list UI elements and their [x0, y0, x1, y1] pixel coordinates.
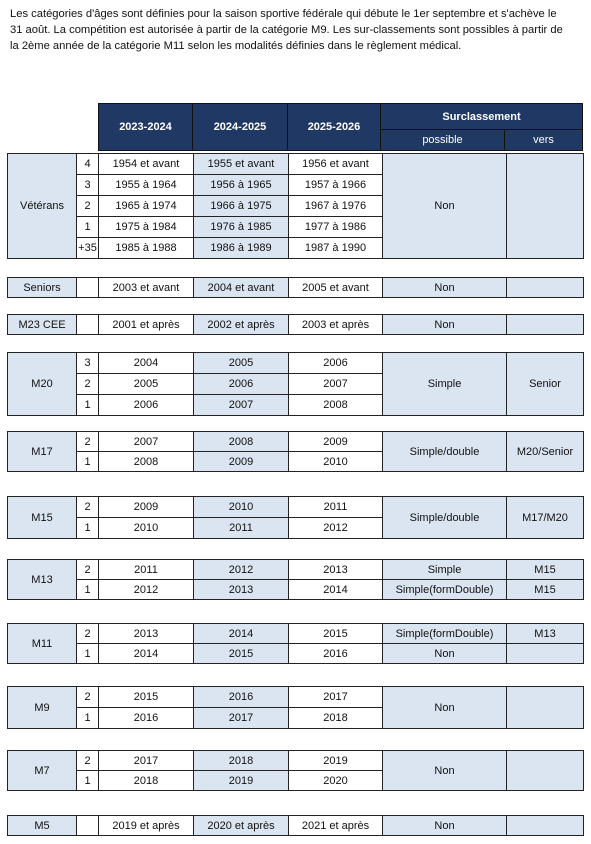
header-season-2: 2024-2025	[192, 103, 288, 151]
category-name: M20	[8, 353, 77, 416]
sub-level: 1	[77, 644, 99, 664]
birth-years-season-3: 2008	[289, 395, 383, 416]
category-name: M23 CEE	[8, 315, 77, 335]
surclassement-vers: M20/Senior	[507, 432, 584, 472]
surclassement-possible: Non	[383, 687, 507, 729]
table-row	[8, 816, 584, 836]
header-possible: possible	[380, 129, 505, 151]
sub-level: 2	[77, 497, 99, 518]
group-1	[7, 277, 583, 298]
category-name: M5	[8, 816, 77, 836]
surclassement-vers	[507, 315, 584, 335]
surclassement-vers	[507, 687, 584, 729]
table-row	[8, 580, 584, 600]
birth-years-season-3: 2011	[289, 497, 383, 518]
birth-years-season-2: 2013	[194, 580, 289, 600]
birth-years-season-3: 2010	[289, 452, 383, 472]
category-group-table	[7, 277, 584, 298]
sub-level: 2	[77, 751, 99, 771]
category-name: Seniors	[8, 278, 77, 298]
category-name: M17	[8, 432, 77, 472]
category-group-table	[7, 431, 584, 472]
birth-years-season-2: 2014	[194, 624, 289, 644]
sub-level: 1	[77, 771, 99, 791]
table-row	[8, 560, 584, 580]
birth-years-season-1: 2007	[99, 432, 194, 452]
category-name: Vétérans	[8, 154, 77, 259]
surclassement-possible: Simple/double	[383, 432, 507, 472]
birth-years-season-1: 2005	[99, 374, 194, 395]
category-name: M15	[8, 497, 77, 539]
sub-level: 2	[77, 624, 99, 644]
surclassement-possible: Non	[383, 644, 507, 664]
sub-level	[77, 315, 99, 335]
surclassement-vers: M15	[507, 560, 584, 580]
group-9	[7, 750, 583, 791]
birth-years-season-1: 1955 à 1964	[99, 175, 194, 196]
birth-years-season-1: 2013	[99, 624, 194, 644]
birth-years-season-1: 2011	[99, 560, 194, 580]
category-group-table	[7, 314, 584, 335]
surclassement-possible: Simple	[383, 560, 507, 580]
birth-years-season-1: 2010	[99, 518, 194, 539]
birth-years-season-3: 2016	[289, 644, 383, 664]
birth-years-season-3: 1967 à 1976	[289, 196, 383, 217]
sub-level: 2	[77, 196, 99, 217]
sub-level: 2	[77, 432, 99, 452]
birth-years-season-2: 2020 et après	[194, 816, 289, 836]
sub-level: 1	[77, 395, 99, 416]
category-group-table	[7, 623, 584, 664]
birth-years-season-2: 2019	[194, 771, 289, 791]
surclassement-vers	[507, 154, 584, 259]
sub-level: 2	[77, 687, 99, 708]
birth-years-season-1: 1954 et avant	[99, 154, 194, 175]
category-name: M9	[8, 687, 77, 729]
birth-years-season-2: 1966 à 1975	[194, 196, 289, 217]
table-row	[8, 353, 584, 374]
surclassement-vers: M17/M20	[507, 497, 584, 539]
birth-years-season-2: 2018	[194, 751, 289, 771]
birth-years-season-1: 2008	[99, 452, 194, 472]
birth-years-season-2: 2008	[194, 432, 289, 452]
birth-years-season-3: 2005 et avant	[289, 278, 383, 298]
table-row	[8, 644, 584, 664]
birth-years-season-2: 2009	[194, 452, 289, 472]
birth-years-season-2: 2017	[194, 708, 289, 729]
surclassement-vers: Senior	[507, 353, 584, 416]
category-group-table	[7, 686, 584, 729]
birth-years-season-1: 2015	[99, 687, 194, 708]
sub-level	[77, 816, 99, 836]
category-group-table	[7, 352, 584, 416]
table-row	[8, 687, 584, 708]
birth-years-season-2: 1955 et avant	[194, 154, 289, 175]
surclassement-possible: Simple	[383, 353, 507, 416]
group-7	[7, 623, 583, 664]
birth-years-season-3: 2007	[289, 374, 383, 395]
birth-years-season-1: 1965 à 1974	[99, 196, 194, 217]
birth-years-season-3: 2017	[289, 687, 383, 708]
group-6	[7, 559, 583, 600]
birth-years-season-1: 2018	[99, 771, 194, 791]
birth-years-season-2: 2005	[194, 353, 289, 374]
birth-years-season-2: 2006	[194, 374, 289, 395]
birth-years-season-3: 2009	[289, 432, 383, 452]
sub-level: 4	[77, 154, 99, 175]
header-vers: vers	[504, 129, 583, 151]
group-0	[7, 153, 583, 259]
category-group-table	[7, 815, 584, 836]
category-group-table	[7, 559, 584, 600]
surclassement-vers	[507, 751, 584, 791]
birth-years-season-1: 2019 et après	[99, 816, 194, 836]
surclassement-possible: Non	[383, 154, 507, 259]
birth-years-season-3: 2020	[289, 771, 383, 791]
birth-years-season-2: 2002 et après	[194, 315, 289, 335]
birth-years-season-3: 1977 à 1986	[289, 217, 383, 238]
sub-level: 2	[77, 560, 99, 580]
group-3	[7, 352, 583, 416]
birth-years-season-2: 2004 et avant	[194, 278, 289, 298]
table-row	[8, 278, 584, 298]
birth-years-season-2: 1976 à 1985	[194, 217, 289, 238]
birth-years-season-2: 2007	[194, 395, 289, 416]
group-8	[7, 686, 583, 729]
surclassement-vers: M15	[507, 580, 584, 600]
birth-years-season-3: 2003 et après	[289, 315, 383, 335]
surclassement-vers	[507, 278, 584, 298]
sub-level: 1	[77, 518, 99, 539]
birth-years-season-2: 2016	[194, 687, 289, 708]
table-row	[8, 751, 584, 771]
group-2	[7, 314, 583, 335]
intro-text: Les catégories d'âges sont définies pour la saison sportive fédérale qui débute le 1er septembre et s'achève le 31 août. La compétition est autorisée à partir de la catégorie M9. Les sur-classements sont possibles à partir de la 2ème année de la catégorie M11 selon les modalités définies dans le règlement médical.	[10, 8, 563, 52]
birth-years-season-1: 1975 à 1984	[99, 217, 194, 238]
birth-years-season-1: 2003 et avant	[99, 278, 194, 298]
table-row	[8, 497, 584, 518]
birth-years-season-3: 1957 à 1966	[289, 175, 383, 196]
birth-years-season-2: 2015	[194, 644, 289, 664]
table-row	[8, 315, 584, 335]
birth-years-season-1: 2009	[99, 497, 194, 518]
surclassement-possible: Non	[383, 751, 507, 791]
category-name: M11	[8, 624, 77, 664]
surclassement-possible: Non	[383, 315, 507, 335]
surclassement-possible: Non	[383, 816, 507, 836]
birth-years-season-3: 2019	[289, 751, 383, 771]
surclassement-vers: M13	[507, 624, 584, 644]
sub-level: 1	[77, 580, 99, 600]
table-row	[8, 432, 584, 452]
birth-years-season-3: 2018	[289, 708, 383, 729]
header-surclassement: Surclassement	[380, 103, 583, 130]
birth-years-season-3: 1987 à 1990	[289, 238, 383, 259]
birth-years-season-1: 2016	[99, 708, 194, 729]
birth-years-season-3: 2021 et après	[289, 816, 383, 836]
birth-years-season-2: 2010	[194, 497, 289, 518]
surclassement-possible: Simple/double	[383, 497, 507, 539]
surclassement-vers	[507, 644, 584, 664]
table-row	[8, 624, 584, 644]
group-4	[7, 431, 583, 472]
surclassement-possible: Simple(formDouble)	[383, 624, 507, 644]
birth-years-season-3: 2014	[289, 580, 383, 600]
birth-years-season-1: 2001 et après	[99, 315, 194, 335]
birth-years-season-2: 1986 à 1989	[194, 238, 289, 259]
sub-level: +35	[77, 238, 99, 259]
sub-level: 1	[77, 217, 99, 238]
birth-years-season-1: 1985 à 1988	[99, 238, 194, 259]
birth-years-season-2: 2011	[194, 518, 289, 539]
sub-level: 2	[77, 374, 99, 395]
sub-level: 1	[77, 708, 99, 729]
birth-years-season-3: 2006	[289, 353, 383, 374]
surclassement-vers	[507, 816, 584, 836]
sub-level: 3	[77, 175, 99, 196]
birth-years-season-2: 1956 à 1965	[194, 175, 289, 196]
birth-years-season-1: 2006	[99, 395, 194, 416]
category-group-table	[7, 496, 584, 539]
birth-years-season-1: 2017	[99, 751, 194, 771]
birth-years-season-2: 2012	[194, 560, 289, 580]
surclassement-possible: Non	[383, 278, 507, 298]
table-row	[8, 154, 584, 175]
birth-years-season-1: 2012	[99, 580, 194, 600]
header-season-1: 2023-2024	[98, 103, 193, 151]
birth-years-season-1: 2004	[99, 353, 194, 374]
category-name: M7	[8, 751, 77, 791]
birth-years-season-3: 2015	[289, 624, 383, 644]
category-name: M13	[8, 560, 77, 600]
birth-years-season-1: 2014	[99, 644, 194, 664]
sub-level: 1	[77, 452, 99, 472]
birth-years-season-3: 2013	[289, 560, 383, 580]
surclassement-possible: Simple(formDouble)	[383, 580, 507, 600]
category-group-table	[7, 153, 584, 259]
birth-years-season-3: 2012	[289, 518, 383, 539]
sub-level: 3	[77, 353, 99, 374]
header-season-3: 2025-2026	[287, 103, 381, 151]
group-10	[7, 815, 583, 836]
birth-years-season-3: 1956 et avant	[289, 154, 383, 175]
sub-level	[77, 278, 99, 298]
group-5	[7, 496, 583, 539]
category-group-table	[7, 750, 584, 791]
